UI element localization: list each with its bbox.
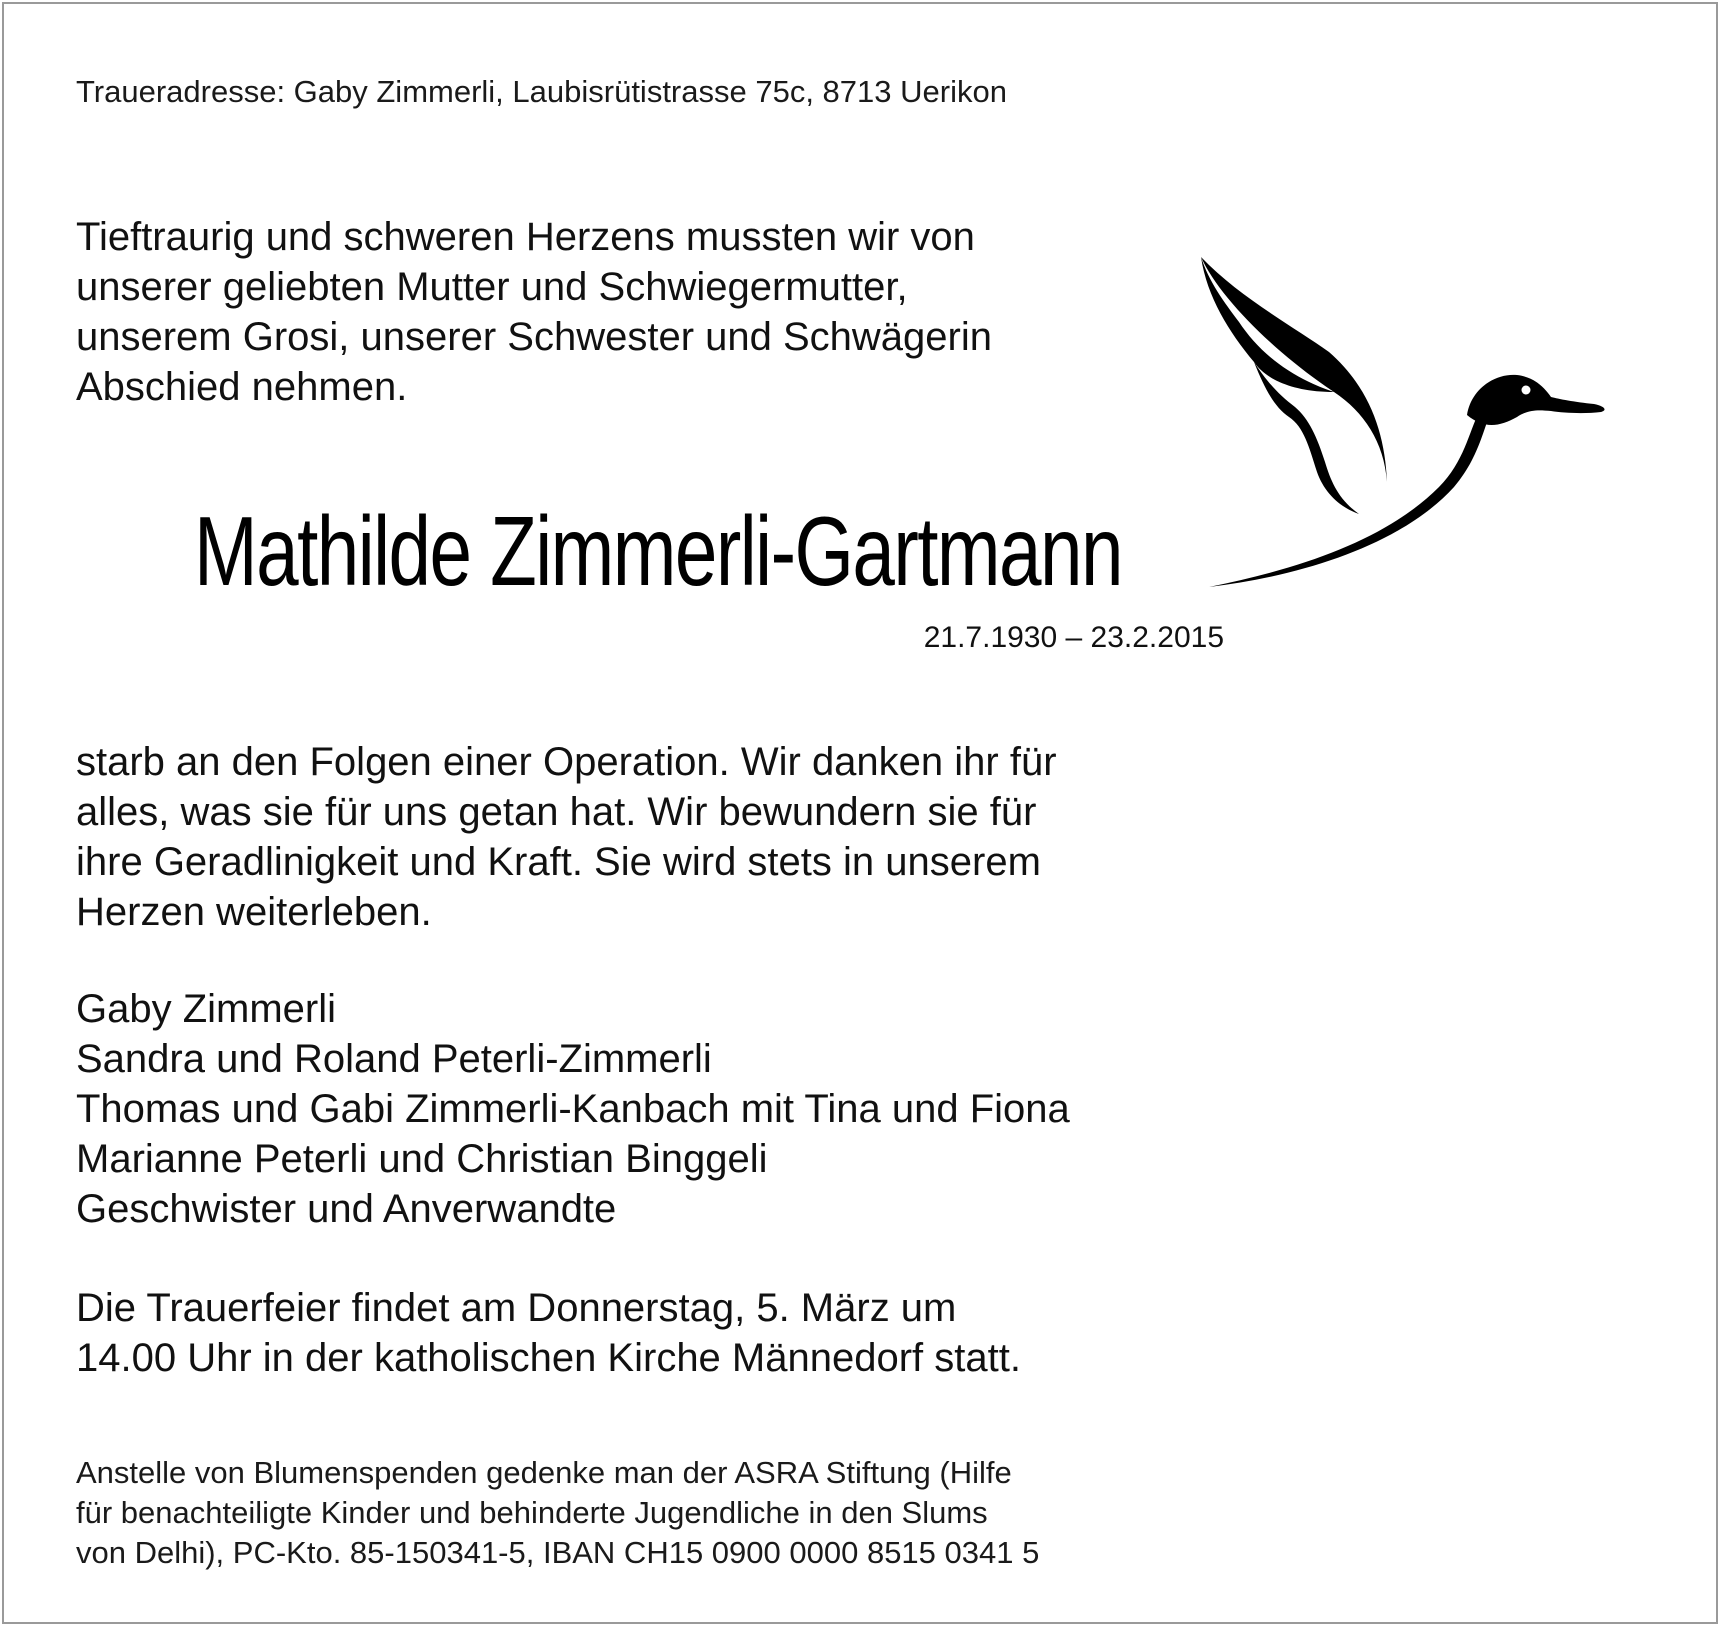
mourner-line: Geschwister und Anverwandte (76, 1187, 617, 1231)
service-line: Die Trauerfeier findet am Donnerstag, 5. März um (76, 1286, 957, 1330)
intro-paragraph (76, 212, 992, 412)
tribute-line: ihre Geradlinigkeit und Kraft. Sie wird stets in unserem (76, 840, 1041, 884)
intro-line: Abschied nehmen. (76, 365, 408, 409)
mourner-line: Gaby Zimmerli (76, 987, 337, 1031)
flying-duck-icon (1199, 257, 1609, 597)
mourner-line: Thomas und Gabi Zimmerli-Kanbach mit Tina und Fiona (76, 1087, 1070, 1131)
mourner-line: Sandra und Roland Peterli-Zimmerli (76, 1037, 712, 1081)
intro-line: unserer geliebten Mutter und Schwiegermutter, (76, 265, 908, 309)
mourning-address: Traueradresse: Gaby Zimmerli, Laubisrütistrasse 75c, 8713 Uerikon (76, 74, 1007, 109)
tribute-paragraph (76, 737, 1057, 937)
donation-line: Anstelle von Blumenspenden gedenke man der ASRA Stiftung (Hilfe (76, 1455, 1012, 1490)
donation-line: für benachteiligte Kinder und behinderte Jugendliche in den Slums (76, 1495, 988, 1530)
intro-line: Tieftraurig und schweren Herzens mussten wir von (76, 215, 975, 259)
obituary-notice (2, 2, 1718, 1624)
intro-line: unserem Grosi, unserer Schwester und Schwägerin (76, 315, 992, 359)
tribute-line: starb an den Folgen einer Operation. Wir danken ihr für (76, 740, 1057, 784)
mourners-list (76, 984, 1070, 1234)
mourner-line: Marianne Peterli und Christian Binggeli (76, 1137, 768, 1181)
funeral-service-info (76, 1283, 1021, 1383)
tribute-line: Herzen weiterleben. (76, 890, 432, 934)
life-dates: 21.7.1930 – 23.2.2015 (923, 621, 1224, 654)
tribute-line: alles, was sie für uns getan hat. Wir bewundern sie für (76, 790, 1037, 834)
deceased-name: Mathilde Zimmerli-Gartmann (194, 496, 1122, 606)
service-line: 14.00 Uhr in der katholischen Kirche Männedorf statt. (76, 1336, 1021, 1380)
donation-note (76, 1453, 1039, 1573)
donation-line: von Delhi), PC-Kto. 85-150341-5, IBAN CH15 0900 0000 8515 0341 5 (76, 1535, 1040, 1570)
